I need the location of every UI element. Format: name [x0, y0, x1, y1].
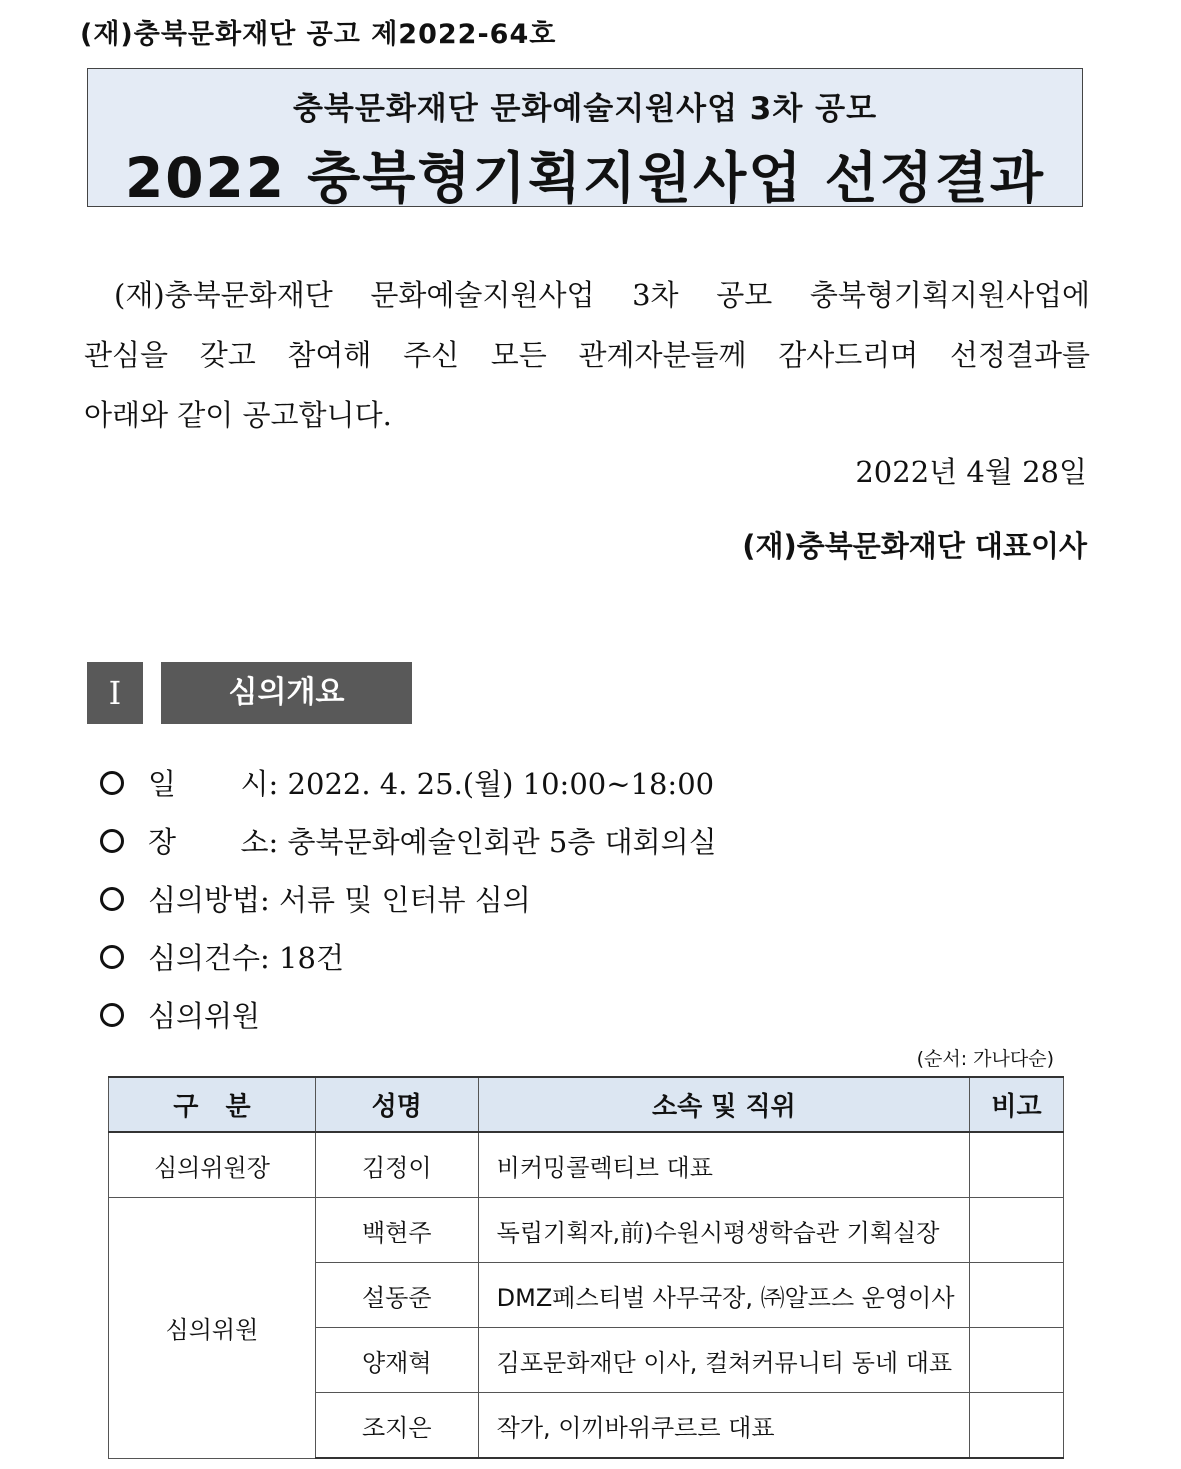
bullet-circle-icon — [100, 1003, 124, 1027]
overview-label: 심의위원 — [148, 999, 261, 1033]
table-header-row — [109, 1077, 1064, 1132]
overview-item-method — [100, 878, 531, 919]
position-cell: 비커밍콜렉티브 대표 — [478, 1132, 969, 1198]
bullet-circle-icon — [100, 771, 124, 795]
overview-label: 일 시: — [148, 767, 279, 801]
overview-value: 충북문화예술인회관 5층 대회의실 — [287, 825, 717, 859]
category-cell: 심의위원 — [109, 1198, 316, 1459]
section-number: Ⅰ — [87, 662, 143, 724]
name-cell: 조지은 — [315, 1393, 478, 1459]
position-cell: DMZ페스티벌 사무국장, ㈜알프스 운영이사 — [478, 1263, 969, 1328]
header-position: 소속 및 직위 — [478, 1077, 969, 1132]
intro-line-1: (재)충북문화재단 문화예술지원사업 3차 공모 충북형기획지원사업에 — [114, 278, 1090, 312]
table-row — [109, 1132, 1064, 1198]
overview-item-committee — [100, 994, 260, 1035]
name-cell: 설동준 — [315, 1263, 478, 1328]
notice-date: 2022년 4월 28일 — [855, 455, 1087, 489]
intro-line-3: 아래와 같이 공고합니다. — [84, 398, 392, 432]
overview-item-count — [100, 936, 344, 977]
overview-item-date — [100, 762, 714, 803]
title-main: 2022 충북형기획지원사업 선정결과 — [124, 146, 1046, 210]
overview-item-place — [100, 820, 717, 861]
note-cell — [970, 1132, 1064, 1198]
committee-table — [108, 1076, 1064, 1459]
note-cell — [970, 1198, 1064, 1263]
table-row — [109, 1198, 1064, 1263]
title-box — [87, 68, 1083, 210]
title-subtitle: 충북문화재단 문화예술지원사업 3차 공모 — [292, 91, 878, 127]
section-title: 심의개요 — [161, 662, 412, 724]
overview-label: 장 소: — [148, 825, 279, 859]
note-cell — [970, 1393, 1064, 1459]
signer: (재)충북문화재단 대표이사 — [742, 529, 1087, 563]
overview-value: 서류 및 인터뷰 심의 — [279, 883, 531, 917]
bullet-circle-icon — [100, 887, 124, 911]
overview-value: 18건 — [279, 941, 344, 975]
header-category: 구 분 — [109, 1077, 316, 1132]
notice-number: (재)충북문화재단 공고 제2022-64호 — [80, 19, 557, 50]
header-name: 성명 — [315, 1077, 478, 1132]
intro-paragraph — [84, 265, 1090, 445]
intro-line-2: 관심을 갖고 참여해 주신 모든 관계자분들께 감사드리며 선정결과를 — [84, 338, 1090, 372]
category-cell: 심의위원장 — [109, 1132, 316, 1198]
note-cell — [970, 1263, 1064, 1328]
overview-label: 심의건수: — [148, 941, 270, 975]
overview-value: 2022. 4. 25.(월) 10:00~18:00 — [287, 767, 715, 801]
name-cell: 양재혁 — [315, 1328, 478, 1393]
position-cell: 작가, 이끼바위쿠르르 대표 — [478, 1393, 969, 1459]
header-note: 비고 — [970, 1077, 1064, 1132]
name-cell: 백현주 — [315, 1198, 478, 1263]
bullet-circle-icon — [100, 829, 124, 853]
position-cell: 독립기획자,前)수원시평생학습관 기획실장 — [478, 1198, 969, 1263]
position-cell: 김포문화재단 이사, 컬쳐커뮤니티 동네 대표 — [478, 1328, 969, 1393]
order-note: (순서: 가나다순) — [916, 1048, 1054, 1070]
bullet-circle-icon — [100, 945, 124, 969]
name-cell: 김정이 — [315, 1132, 478, 1198]
overview-label: 심의방법: — [148, 883, 270, 917]
note-cell — [970, 1328, 1064, 1393]
